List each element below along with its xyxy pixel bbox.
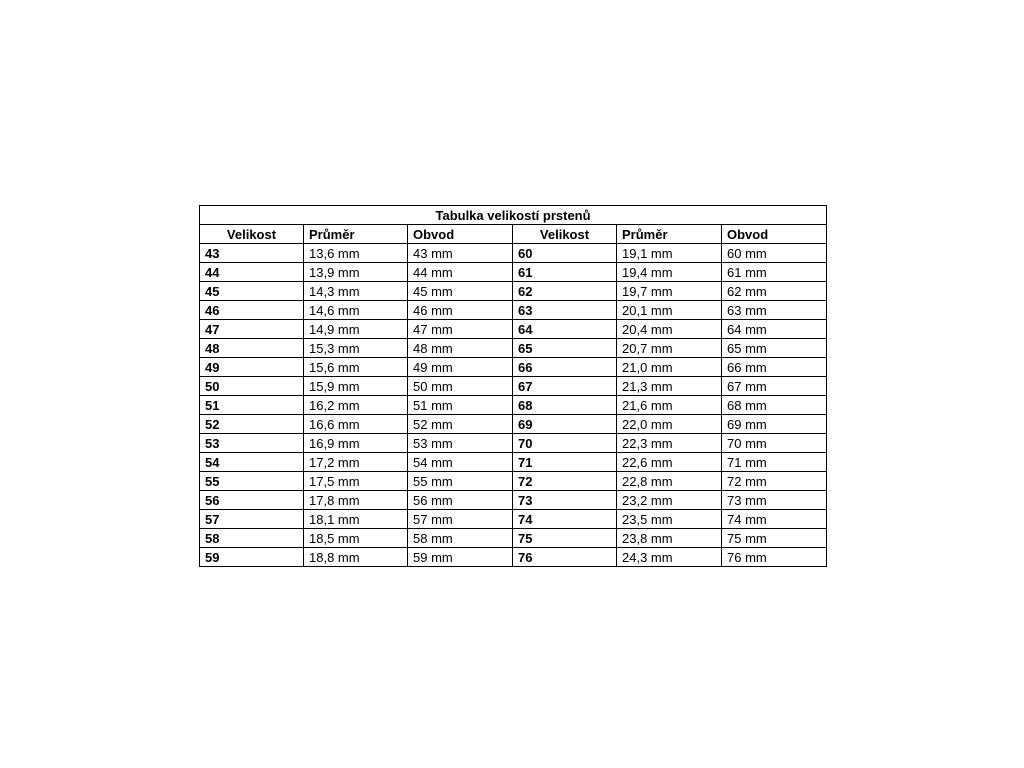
- table-row: [200, 434, 827, 453]
- table-row: [200, 548, 827, 567]
- circumference-cell: 74 mm: [722, 510, 827, 529]
- table-row: [200, 263, 827, 282]
- table-row: [200, 320, 827, 339]
- diameter-cell: 19,4 mm: [617, 263, 722, 282]
- diameter-cell: 16,6 mm: [304, 415, 408, 434]
- diameter-cell: 15,3 mm: [304, 339, 408, 358]
- circumference-cell: 60 mm: [722, 244, 827, 263]
- diameter-cell: 15,6 mm: [304, 358, 408, 377]
- size-cell: 61: [513, 263, 617, 282]
- size-cell: 46: [200, 301, 304, 320]
- circumference-cell: 50 mm: [408, 377, 513, 396]
- circumference-cell: 66 mm: [722, 358, 827, 377]
- size-cell: 71: [513, 453, 617, 472]
- circumference-cell: 59 mm: [408, 548, 513, 567]
- diameter-cell: 21,0 mm: [617, 358, 722, 377]
- size-cell: 68: [513, 396, 617, 415]
- size-cell: 43: [200, 244, 304, 263]
- size-cell: 55: [200, 472, 304, 491]
- size-cell: 64: [513, 320, 617, 339]
- diameter-cell: 20,4 mm: [617, 320, 722, 339]
- diameter-cell: 13,6 mm: [304, 244, 408, 263]
- circumference-cell: 49 mm: [408, 358, 513, 377]
- circumference-cell: 56 mm: [408, 491, 513, 510]
- circumference-cell: 62 mm: [722, 282, 827, 301]
- diameter-cell: 23,5 mm: [617, 510, 722, 529]
- circumference-cell: 52 mm: [408, 415, 513, 434]
- diameter-cell: 22,0 mm: [617, 415, 722, 434]
- diameter-cell: 16,2 mm: [304, 396, 408, 415]
- size-cell: 56: [200, 491, 304, 510]
- header-prumer: Průměr: [617, 225, 722, 244]
- circumference-cell: 68 mm: [722, 396, 827, 415]
- size-cell: 70: [513, 434, 617, 453]
- circumference-cell: 44 mm: [408, 263, 513, 282]
- table-row: [200, 282, 827, 301]
- table-row: [200, 510, 827, 529]
- header-prumer: Průměr: [304, 225, 408, 244]
- table-row: [200, 472, 827, 491]
- size-cell: 72: [513, 472, 617, 491]
- diameter-cell: 22,6 mm: [617, 453, 722, 472]
- circumference-cell: 63 mm: [722, 301, 827, 320]
- circumference-cell: 76 mm: [722, 548, 827, 567]
- circumference-cell: 46 mm: [408, 301, 513, 320]
- size-cell: 57: [200, 510, 304, 529]
- header-obvod: Obvod: [722, 225, 827, 244]
- size-cell: 66: [513, 358, 617, 377]
- size-cell: 53: [200, 434, 304, 453]
- table-body: [200, 244, 827, 567]
- diameter-cell: 16,9 mm: [304, 434, 408, 453]
- diameter-cell: 23,2 mm: [617, 491, 722, 510]
- circumference-cell: 65 mm: [722, 339, 827, 358]
- size-cell: 54: [200, 453, 304, 472]
- table-title: Tabulka velikostí prstenů: [200, 206, 827, 225]
- title-row: [200, 206, 827, 225]
- diameter-cell: 18,5 mm: [304, 529, 408, 548]
- circumference-cell: 73 mm: [722, 491, 827, 510]
- size-cell: 60: [513, 244, 617, 263]
- ring-size-table: [199, 205, 827, 567]
- diameter-cell: 24,3 mm: [617, 548, 722, 567]
- header-row: [200, 225, 827, 244]
- circumference-cell: 45 mm: [408, 282, 513, 301]
- size-cell: 69: [513, 415, 617, 434]
- table-row: [200, 244, 827, 263]
- circumference-cell: 51 mm: [408, 396, 513, 415]
- diameter-cell: 17,5 mm: [304, 472, 408, 491]
- table-row: [200, 453, 827, 472]
- circumference-cell: 72 mm: [722, 472, 827, 491]
- diameter-cell: 17,8 mm: [304, 491, 408, 510]
- diameter-cell: 14,3 mm: [304, 282, 408, 301]
- diameter-cell: 20,7 mm: [617, 339, 722, 358]
- circumference-cell: 43 mm: [408, 244, 513, 263]
- circumference-cell: 53 mm: [408, 434, 513, 453]
- size-cell: 58: [200, 529, 304, 548]
- table-row: [200, 396, 827, 415]
- circumference-cell: 47 mm: [408, 320, 513, 339]
- diameter-cell: 15,9 mm: [304, 377, 408, 396]
- circumference-cell: 75 mm: [722, 529, 827, 548]
- header-velikost: Velikost: [200, 225, 304, 244]
- diameter-cell: 21,6 mm: [617, 396, 722, 415]
- table-row: [200, 377, 827, 396]
- circumference-cell: 69 mm: [722, 415, 827, 434]
- diameter-cell: 13,9 mm: [304, 263, 408, 282]
- circumference-cell: 54 mm: [408, 453, 513, 472]
- size-cell: 44: [200, 263, 304, 282]
- diameter-cell: 21,3 mm: [617, 377, 722, 396]
- header-velikost: Velikost: [513, 225, 617, 244]
- table-row: [200, 358, 827, 377]
- diameter-cell: 19,7 mm: [617, 282, 722, 301]
- circumference-cell: 55 mm: [408, 472, 513, 491]
- circumference-cell: 67 mm: [722, 377, 827, 396]
- size-cell: 74: [513, 510, 617, 529]
- size-cell: 63: [513, 301, 617, 320]
- diameter-cell: 17,2 mm: [304, 453, 408, 472]
- size-cell: 76: [513, 548, 617, 567]
- size-cell: 49: [200, 358, 304, 377]
- size-cell: 59: [200, 548, 304, 567]
- size-cell: 47: [200, 320, 304, 339]
- size-cell: 48: [200, 339, 304, 358]
- diameter-cell: 14,9 mm: [304, 320, 408, 339]
- diameter-cell: 18,1 mm: [304, 510, 408, 529]
- circumference-cell: 61 mm: [722, 263, 827, 282]
- table-row: [200, 339, 827, 358]
- circumference-cell: 58 mm: [408, 529, 513, 548]
- diameter-cell: 19,1 mm: [617, 244, 722, 263]
- diameter-cell: 23,8 mm: [617, 529, 722, 548]
- circumference-cell: 57 mm: [408, 510, 513, 529]
- size-cell: 51: [200, 396, 304, 415]
- circumference-cell: 64 mm: [722, 320, 827, 339]
- size-cell: 67: [513, 377, 617, 396]
- size-cell: 73: [513, 491, 617, 510]
- header-obvod: Obvod: [408, 225, 513, 244]
- circumference-cell: 71 mm: [722, 453, 827, 472]
- size-cell: 75: [513, 529, 617, 548]
- diameter-cell: 20,1 mm: [617, 301, 722, 320]
- size-cell: 50: [200, 377, 304, 396]
- circumference-cell: 70 mm: [722, 434, 827, 453]
- diameter-cell: 18,8 mm: [304, 548, 408, 567]
- size-cell: 52: [200, 415, 304, 434]
- table-row: [200, 529, 827, 548]
- size-cell: 45: [200, 282, 304, 301]
- table-row: [200, 301, 827, 320]
- size-cell: 62: [513, 282, 617, 301]
- diameter-cell: 22,8 mm: [617, 472, 722, 491]
- circumference-cell: 48 mm: [408, 339, 513, 358]
- table-row: [200, 491, 827, 510]
- diameter-cell: 22,3 mm: [617, 434, 722, 453]
- diameter-cell: 14,6 mm: [304, 301, 408, 320]
- table-row: [200, 415, 827, 434]
- size-cell: 65: [513, 339, 617, 358]
